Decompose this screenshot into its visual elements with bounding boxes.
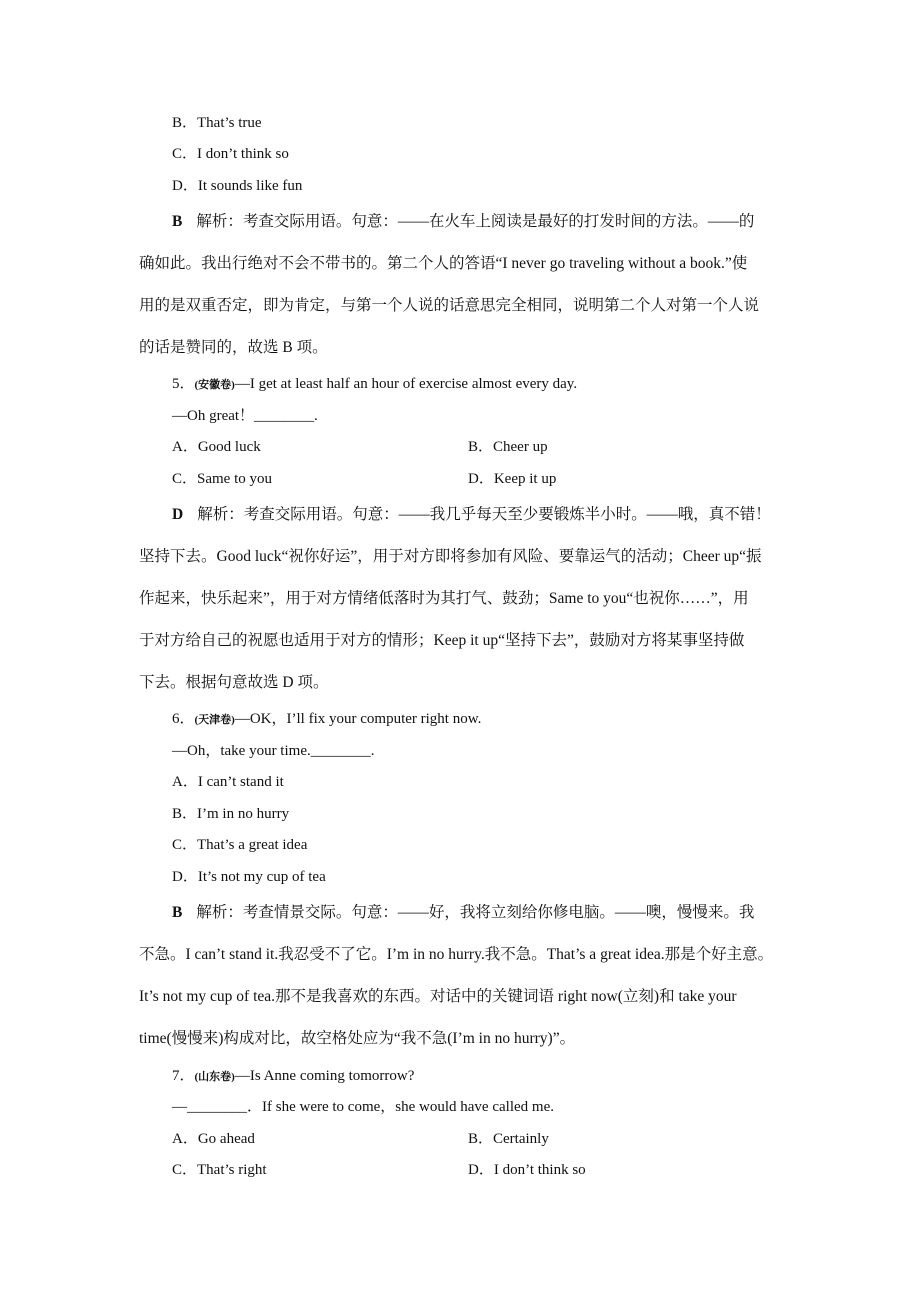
q5-answer: D [172,506,184,523]
q6-stem: 6．(天津卷)—OK，I’ll fix your computer right now. [172,711,482,727]
q6-stem-reply: —Oh，take your time.________. [172,743,375,759]
q7-stem-reply: —________．If she were to come，she would have called me. [172,1099,554,1115]
q7-stem: 7．(山东卷)—Is Anne coming tomorrow? [172,1068,415,1084]
q6-option-a: A．I can’t stand it [172,774,284,790]
q4-analysis-line: 用的是双重否定，即为肯定，与第一个人说的话意思完全相同，说明第二个人对第一个人说 [139,297,760,314]
q4-analysis-line: 的话是赞同的，故选 B 项。 [139,339,328,356]
q5-stem: 5．(安徽卷)—I get at least half an hour of exercise almost every day. [172,376,578,392]
q4-analysis-line: B 解析：考查交际用语。句意：——在火车上阅读是最好的打发时间的方法。——的 [172,213,755,230]
q5-analysis-line: 下去。根据句意故选 D 项。 [139,674,329,691]
q7-option-c: C．That’s right [172,1162,267,1178]
q6-answer: B [172,904,183,921]
q7-option-a: A．Go ahead [172,1131,255,1147]
q4-option-d: D．It sounds like fun [172,178,303,194]
q5-source: (安徽卷) [194,379,235,391]
q6-analysis-line: 不急。I can’t stand it.我忍受不了它。I’m in no hurry.我不急。That’s a great idea.那是个好主意。 [139,946,774,963]
q5-analysis-line: 于对方给自己的祝愿也适用于对方的情形；Keep it up“坚持下去”，鼓励对方将某事坚持做 [139,632,745,649]
q7-option-b: B．Certainly [468,1131,549,1147]
q5-option-b: B．Cheer up [468,439,548,455]
q6-source: (天津卷) [194,714,235,726]
q5-analysis-line: 坚持下去。Good luck“祝你好运”，用于对方即将参加有风险、要靠运气的活动；Cheer up“振 [139,548,762,565]
q6-analysis-line: It’s not my cup of tea.那不是我喜欢的东西。对话中的关键词语 right now(立刻)和 take your [139,988,737,1005]
q5-analysis-line: 作起来，快乐起来”，用于对方情绪低落时为其打气、鼓劲；Same to you“也祝你……”，用 [139,590,749,607]
q7-source: (山东卷) [194,1071,235,1083]
q5-analysis-line: D 解析：考查交际用语。句意：——我几乎每天至少要锻炼半小时。——哦，真不错！ [172,506,771,523]
q4-analysis-line: 确如此。我出行绝对不会不带书的。第二个人的答语“I never go traveling without a book.”使 [139,255,748,272]
q6-option-b: B．I’m in no hurry [172,806,290,822]
q6-analysis-line: time(慢慢来)构成对比，故空格处应为“我不急(I’m in no hurry)”。 [139,1030,576,1047]
q4-option-c: C．I don’t think so [172,146,289,162]
q5-stem-reply: —Oh great！________. [172,408,318,424]
q6-analysis-line: B 解析：考查情景交际。句意：——好，我将立刻给你修电脑。——噢，慢慢来。我 [172,904,755,921]
q5-option-c: C．Same to you [172,471,273,487]
q7-option-d: D．I don’t think so [468,1162,586,1178]
q4-answer: B [172,213,183,230]
q6-option-d: D．It’s not my cup of tea [172,869,326,885]
q5-option-a: A．Good luck [172,439,261,455]
q6-option-c: C．That’s a great idea [172,837,308,853]
q4-option-b: B．That’s true [172,115,262,131]
q5-option-d: D．Keep it up [468,471,557,487]
